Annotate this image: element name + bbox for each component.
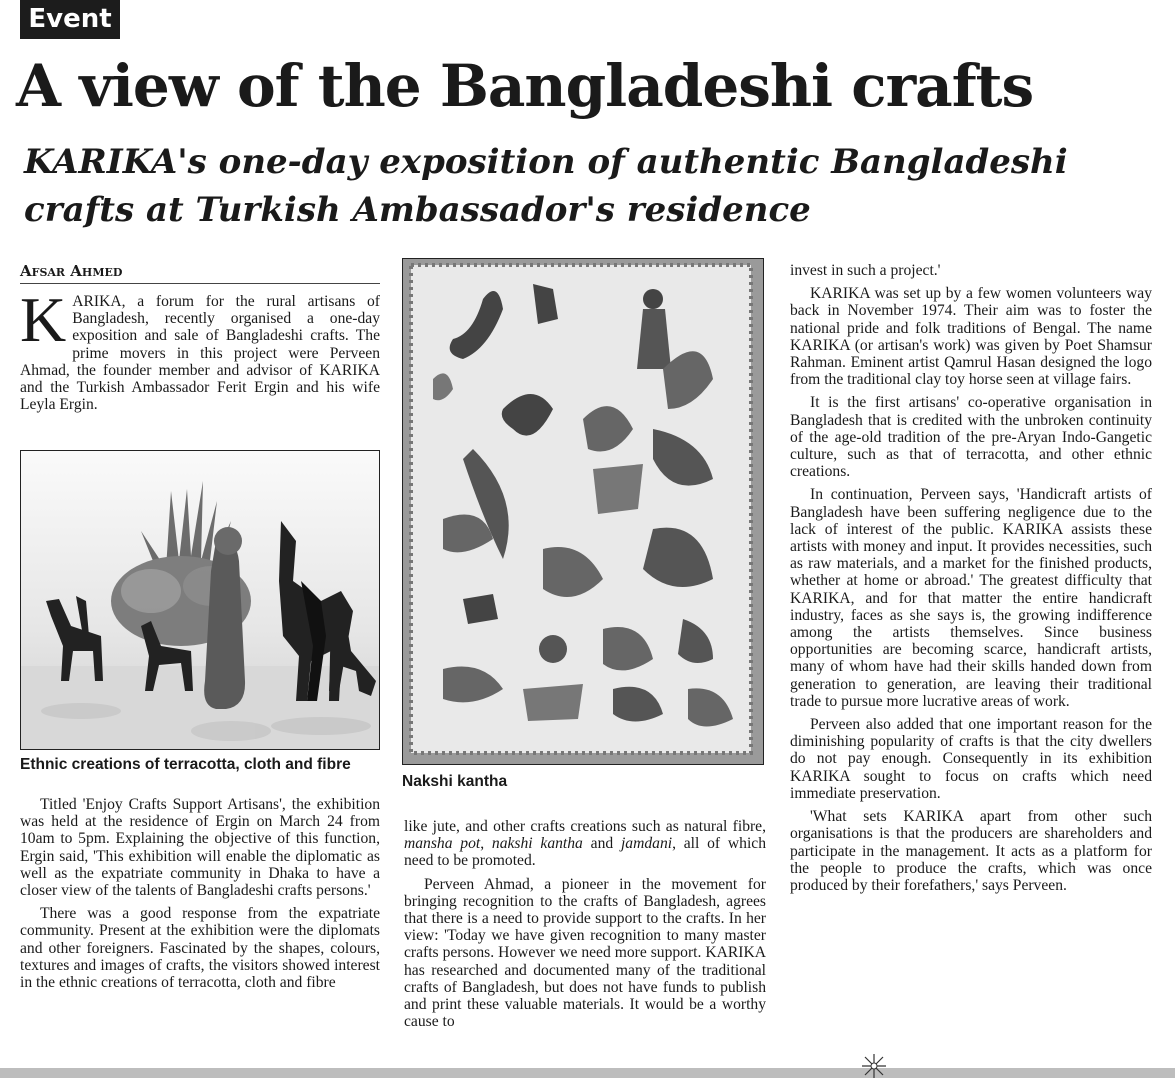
paragraph: 'What sets KARIKA apart from other such organisations is that the producers are shareholders and participate in the management. It acts as a platform for the people to produce the crafts, which was once produced by their forefathers,' says Perveen.	[790, 808, 1152, 894]
paragraph: Titled 'Enjoy Crafts Support Artisans', the exhibition was held at the residence of Ergin on March 24 from 10am to 5pm. Explaining the objective of this function, Ergin said, 'This exhibition will enable the diplomatic as well as the expatriate community in Dhaka to have a closer view of the talents of Bangladeshi crafts persons.'	[20, 796, 380, 900]
section-tag: Event	[20, 0, 120, 39]
column-2-body	[404, 818, 766, 1030]
paragraph: Perveen also added that one important reason for the diminishing popularity of crafts is that the city dwellers do not pay enough. Consequently in its exhibition KARIKA sought to focus on crafts which need immediate preservation.	[790, 716, 1152, 802]
byline: Afsar Ahmed	[20, 262, 380, 284]
terracotta-image	[21, 451, 379, 749]
nakshi-kantha-caption: Nakshi kantha	[402, 773, 508, 790]
footer-rule	[0, 1068, 1175, 1078]
headline: A view of the Bangladeshi crafts	[16, 52, 1034, 120]
paragraph: It is the first artisans' co-operative organisation in Bangladesh that is credited with the unbroken continuity of the age-old tradition of the pre-Aryan Indo-Gangetic culture, such as that of terracotta, and other ethnic creations.	[790, 394, 1152, 481]
star-ornament-icon	[860, 1054, 888, 1078]
paragraph: like jute, and other crafts creations such as natural fibre, mansha pot, nakshi kantha and jamdani, all of which need to be promoted.	[404, 818, 767, 870]
terracotta-caption: Ethnic creations of terracotta, cloth and fibre	[20, 756, 351, 773]
terracotta-photo	[20, 450, 380, 750]
column-3-body	[790, 262, 1152, 894]
subheadline: KARIKA's one-day exposition of authentic Bangladeshi crafts at Turkish Ambassador's residence	[24, 142, 1068, 230]
lead-paragraph: ARIKA, a forum for the rural artisans of Bangladesh, recently organised a one-day exposition and sale of Bangladeshi crafts. The prime movers in this project were Perveen Ahmad, the founder member and advisor of KARIKA and the Turkish Ambassador Ferit Ergin and his wife Leyla Ergin.	[20, 293, 380, 414]
paragraph: KARIKA was set up by a few women volunteers way back in November 1974. Their aim was to foster the national pride and folk traditions of Bengal. The name KARIKA (or artisan's work) was given by Poet Shamsur Rahman. Eminent artist Qamrul Hasan designed the logo from the traditional clay toy horse seen at village fairs.	[790, 285, 1152, 389]
drop-cap: K	[20, 284, 67, 355]
nakshi-kantha-photo	[402, 258, 764, 765]
paragraph: In continuation, Perveen says, 'Handicraft artists of Bangladesh have been suffering negligence due to the lack of interest of the public. KARIKA assists these artists with money and input. It provides necessities, such as raw materials, and a market for the finished products, whether at home or abroad.' The greatest difficulty that KARIKA, and for that matter the entire handicraft industry, faces as she says is, the growing indifference among the artists themselves. Since business opportunities are becoming scarce, handicraft artists, many of whom have had their skills handed down from generation to generation, are leaving their traditional trade to pursue more lucrative areas of work.	[790, 486, 1152, 710]
paragraph: There was a good response from the expatriate community. Present at the exhibition were the diplomats and other foreigners. Fascinated by the shapes, colours, textures and images of crafts, the visitors showed interest in the ethnic creations of terracotta, cloth and fibre	[20, 905, 380, 992]
article-lead	[20, 284, 380, 414]
column-1-body	[20, 796, 380, 991]
paragraph: Perveen Ahmad, a pioneer in the movement for bringing recognition to the crafts of Bangladesh, agrees that there is a need to provide support to the crafts. In her view: 'Today we have given recognition to many master crafts persons. However we need more support. KARIKA has researched and documented many of the traditional crafts of Bangladesh, but does not have funds to publish and print these valuable materials. It would be a worthy cause to	[404, 875, 766, 1031]
paragraph: invest in such a project.'	[790, 262, 941, 279]
nakshi-kantha-image	[403, 259, 763, 764]
